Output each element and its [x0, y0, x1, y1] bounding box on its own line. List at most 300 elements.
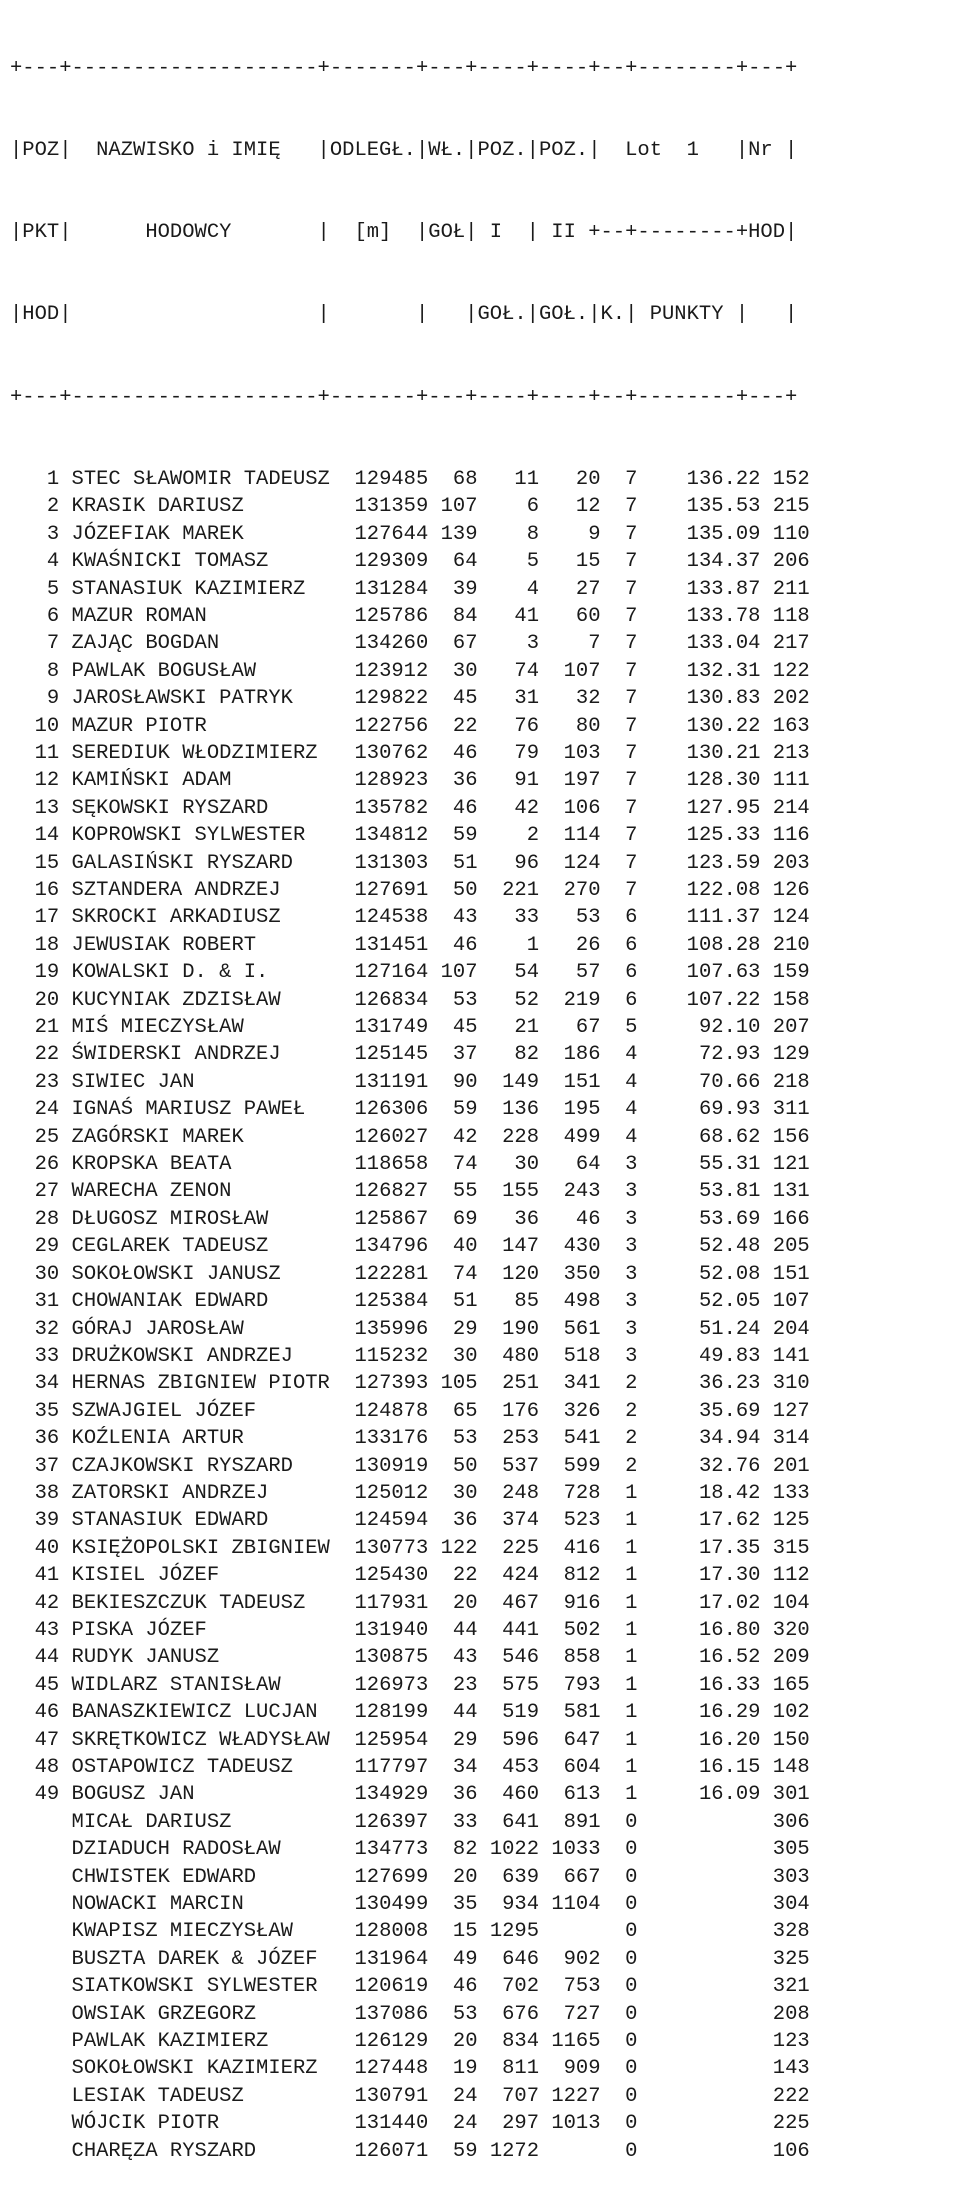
breeder-number-cell: 166: [760, 1207, 810, 1231]
points-cell: [637, 1920, 760, 1943]
table-row: [10, 1069, 810, 1096]
breeder-name-cell: CZAJKOWSKI RYSZARD: [59, 1454, 343, 1478]
second-pigeon-position-cell: [539, 2140, 601, 2163]
distance-cell: 134260: [342, 632, 429, 656]
points-cell: [637, 2003, 760, 2026]
first-pigeon-position-cell: 811: [477, 2057, 540, 2081]
breeder-number-cell: 325: [760, 1947, 810, 1971]
position-cell: 36: [10, 1427, 60, 1451]
points-cell: 135.09: [637, 522, 761, 546]
table-row: [10, 2001, 810, 2028]
breeder-number-cell: 201: [760, 1454, 810, 1478]
points-cell: 53.81: [637, 1180, 761, 1204]
breeder-number-cell: 208: [760, 2002, 810, 2026]
distance-cell: 122281: [342, 1262, 429, 1286]
position-cell: 25: [10, 1125, 60, 1149]
breeder-number-cell: 310: [760, 1372, 810, 1396]
count-cell: 1: [600, 1509, 638, 1533]
position-cell: 26: [10, 1153, 60, 1177]
position-cell: 4: [10, 550, 60, 574]
distance-cell: 126973: [342, 1673, 429, 1697]
points-cell: 107.22: [637, 988, 761, 1012]
second-pigeon-position-cell: 1013: [539, 2112, 601, 2136]
breeder-number-cell: 303: [760, 1865, 810, 1889]
table-header-border-bottom: +---+--------------------+-------+---+----+----+--+--------+---+: [10, 385, 798, 409]
count-cell: 4: [600, 1043, 638, 1067]
breeder-number-cell: 123: [760, 2030, 810, 2054]
pigeons-sent-cell: 20: [428, 1865, 478, 1889]
count-cell: 2: [600, 1372, 638, 1396]
pigeons-sent-cell: 90: [428, 1070, 478, 1094]
count-cell: 1: [600, 1591, 638, 1615]
breeder-number-cell: 131: [760, 1180, 810, 1204]
pigeons-sent-cell: 46: [428, 1975, 478, 1999]
pigeons-sent-cell: 29: [428, 1317, 478, 1341]
pigeons-sent-cell: 43: [428, 1646, 478, 1670]
count-cell: 3: [600, 1317, 638, 1341]
first-pigeon-position-cell: 30: [477, 1153, 540, 1177]
table-row: [10, 493, 810, 520]
position-cell: 34: [10, 1372, 60, 1396]
second-pigeon-position-cell: 350: [539, 1262, 601, 1286]
first-pigeon-position-cell: 21: [477, 1016, 540, 1040]
distance-cell: 130762: [342, 741, 429, 765]
count-cell: 0: [600, 2030, 638, 2054]
distance-cell: 126071: [342, 2139, 429, 2163]
points-cell: [637, 2057, 760, 2080]
first-pigeon-position-cell: 225: [477, 1536, 540, 1560]
breeder-name-cell: SZTANDERA ANDRZEJ: [59, 879, 343, 902]
breeder-number-cell: 225: [760, 2112, 810, 2136]
second-pigeon-position-cell: 812: [539, 1564, 601, 1588]
breeder-number-cell: 129: [760, 1043, 810, 1067]
points-cell: 133.87: [637, 577, 761, 601]
first-pigeon-position-cell: 639: [477, 1865, 540, 1889]
breeder-number-cell: 214: [760, 796, 810, 820]
first-pigeon-position-cell: 3: [477, 632, 540, 656]
table-row: [10, 1754, 810, 1781]
pigeons-sent-cell: 29: [428, 1728, 478, 1752]
breeder-number-cell: 148: [760, 1756, 810, 1779]
table-row: [10, 1946, 810, 1973]
position-cell: 32: [10, 1317, 60, 1341]
table-row: [10, 1398, 810, 1425]
position-cell: 12: [10, 769, 60, 793]
second-pigeon-position-cell: 518: [539, 1344, 601, 1368]
second-pigeon-position-cell: 114: [539, 824, 601, 848]
breeder-number-cell: 126: [760, 879, 810, 902]
distance-cell: 131303: [342, 851, 429, 875]
distance-cell: 127448: [342, 2057, 429, 2081]
count-cell: 7: [600, 604, 638, 628]
first-pigeon-position-cell: 5: [477, 550, 540, 574]
pigeons-sent-cell: 30: [428, 659, 478, 683]
points-cell: 130.21: [637, 741, 761, 765]
first-pigeon-position-cell: 82: [477, 1043, 540, 1067]
first-pigeon-position-cell: 149: [477, 1070, 540, 1094]
points-cell: 133.78: [637, 604, 761, 628]
count-cell: 0: [600, 2112, 638, 2136]
pigeons-sent-cell: 107: [428, 961, 478, 985]
second-pigeon-position-cell: 430: [539, 1235, 601, 1259]
pigeons-sent-cell: 51: [428, 851, 478, 875]
table-row: [10, 1699, 810, 1726]
first-pigeon-position-cell: 31: [477, 687, 540, 711]
pigeons-sent-cell: 19: [428, 2057, 478, 2081]
points-cell: 16.52: [637, 1646, 761, 1670]
pigeons-sent-cell: 45: [428, 1016, 478, 1040]
points-cell: 16.09: [637, 1783, 761, 1807]
breeder-number-cell: 209: [760, 1646, 810, 1670]
pigeons-sent-cell: 59: [428, 2139, 478, 2163]
pigeons-sent-cell: 37: [428, 1043, 478, 1067]
position-cell: 35: [10, 1399, 60, 1423]
points-cell: 128.30: [637, 769, 761, 793]
count-cell: 0: [600, 1920, 638, 1944]
breeder-number-cell: 306: [760, 1810, 810, 1834]
table-row: [10, 1425, 810, 1452]
first-pigeon-position-cell: 228: [477, 1125, 540, 1149]
breeder-name-cell: OWSIAK GRZEGORZ: [59, 2002, 343, 2026]
breeder-number-cell: 211: [760, 577, 810, 601]
breeder-name-cell: KOWALSKI D. & I.: [59, 961, 343, 985]
second-pigeon-position-cell: 523: [539, 1509, 601, 1533]
distance-cell: 124538: [342, 906, 429, 930]
second-pigeon-position-cell: 561: [539, 1317, 601, 1341]
points-cell: 51.24: [637, 1317, 761, 1341]
points-cell: 72.93: [637, 1043, 761, 1067]
breeder-name-cell: SĘKOWSKI RYSZARD: [59, 796, 343, 820]
position-cell: 2: [10, 495, 60, 519]
breeder-name-cell: SOKOŁOWSKI JANUSZ: [59, 1262, 343, 1286]
table-row: [10, 740, 810, 767]
second-pigeon-position-cell: 613: [539, 1783, 601, 1807]
table-row: [10, 1562, 810, 1589]
position-cell: 27: [10, 1180, 60, 1204]
pigeons-sent-cell: 64: [428, 550, 478, 574]
points-cell: 92.10: [637, 1016, 761, 1040]
distance-cell: 134773: [342, 1838, 429, 1862]
points-cell: 34.94: [637, 1427, 761, 1451]
points-cell: [637, 2140, 760, 2163]
distance-cell: 130791: [342, 2084, 429, 2108]
points-cell: 16.20: [637, 1728, 761, 1752]
pigeons-sent-cell: 50: [428, 879, 478, 902]
pigeons-sent-cell: 49: [428, 1947, 478, 1971]
first-pigeon-position-cell: 76: [477, 714, 540, 738]
second-pigeon-position-cell: 416: [539, 1536, 601, 1560]
breeder-name-cell: WARECHA ZENON: [59, 1180, 343, 1204]
distance-cell: 131359: [342, 495, 429, 519]
distance-cell: 127644: [342, 522, 429, 546]
points-cell: 134.37: [637, 550, 761, 574]
distance-cell: 130919: [342, 1454, 429, 1478]
position-cell: 49: [10, 1783, 60, 1807]
position-cell: 40: [10, 1536, 60, 1560]
position-cell: [10, 2140, 59, 2163]
second-pigeon-position-cell: 891: [539, 1810, 601, 1834]
points-cell: 49.83: [637, 1344, 761, 1368]
table-row: [10, 767, 810, 794]
breeder-name-cell: CEGLAREK TADEUSZ: [59, 1235, 343, 1259]
breeder-number-cell: 218: [760, 1070, 810, 1094]
breeder-number-cell: 111: [760, 769, 810, 793]
first-pigeon-position-cell: 41: [477, 604, 540, 628]
breeder-name-cell: WÓJCIK PIOTR: [59, 2112, 343, 2136]
breeder-name-cell: MAZUR ROMAN: [59, 604, 343, 628]
count-cell: 0: [600, 1947, 638, 1971]
pigeons-sent-cell: 22: [428, 1564, 478, 1588]
distance-cell: 131284: [342, 577, 429, 601]
first-pigeon-position-cell: 155: [477, 1180, 540, 1204]
count-cell: 7: [600, 467, 638, 491]
position-cell: [10, 2057, 59, 2080]
first-pigeon-position-cell: 453: [477, 1756, 540, 1779]
first-pigeon-position-cell: 248: [477, 1481, 540, 1505]
position-cell: 30: [10, 1262, 60, 1286]
breeder-name-cell: PAWLAK BOGUSŁAW: [59, 659, 343, 683]
position-cell: 8: [10, 659, 60, 683]
count-cell: 6: [600, 906, 638, 930]
position-cell: 48: [10, 1756, 60, 1779]
distance-cell: 125012: [342, 1481, 429, 1505]
distance-cell: 125145: [342, 1043, 429, 1067]
second-pigeon-position-cell: 124: [539, 851, 601, 875]
count-cell: 7: [600, 824, 638, 848]
first-pigeon-position-cell: 221: [477, 879, 540, 902]
pigeons-sent-cell: 122: [428, 1536, 478, 1560]
distance-cell: 126306: [342, 1098, 429, 1122]
results-table-body: [10, 466, 810, 2165]
distance-cell: 117931: [342, 1591, 429, 1615]
table-row: [10, 1836, 810, 1863]
count-cell: 0: [600, 1810, 638, 1834]
distance-cell: 131964: [342, 1947, 429, 1971]
first-pigeon-position-cell: 251: [477, 1372, 540, 1396]
points-cell: 52.48: [637, 1235, 761, 1259]
breeder-number-cell: 116: [760, 824, 810, 848]
count-cell: 7: [600, 769, 638, 793]
first-pigeon-position-cell: 2: [477, 824, 540, 848]
second-pigeon-position-cell: 647: [539, 1728, 601, 1752]
points-cell: 130.83: [637, 687, 761, 711]
position-cell: 41: [10, 1564, 60, 1588]
table-row: [10, 713, 810, 740]
table-row: [10, 795, 810, 822]
position-cell: 44: [10, 1646, 60, 1670]
second-pigeon-position-cell: 60: [539, 604, 601, 628]
count-cell: 0: [600, 1838, 638, 1862]
breeder-number-cell: 304: [760, 1893, 810, 1917]
first-pigeon-position-cell: 91: [477, 769, 540, 793]
breeder-number-cell: 321: [760, 1975, 810, 1999]
pigeons-sent-cell: 69: [428, 1207, 478, 1231]
position-cell: 3: [10, 522, 60, 546]
points-cell: 17.02: [637, 1591, 761, 1615]
table-row: [10, 932, 810, 959]
table-row: [10, 1288, 810, 1315]
first-pigeon-position-cell: 702: [477, 1975, 540, 1999]
first-pigeon-position-cell: 136: [477, 1098, 540, 1122]
position-cell: [10, 2112, 59, 2135]
points-cell: 133.04: [637, 632, 761, 656]
breeder-name-cell: RUDYK JANUSZ: [59, 1646, 343, 1670]
position-cell: [10, 1948, 59, 1971]
first-pigeon-position-cell: 707: [477, 2084, 540, 2108]
table-row: [10, 850, 810, 877]
count-cell: 4: [600, 1098, 638, 1122]
count-cell: 1: [600, 1756, 638, 1779]
distance-cell: 117797: [342, 1756, 429, 1779]
pigeons-sent-cell: 24: [428, 2084, 478, 2108]
count-cell: 6: [600, 961, 638, 985]
position-cell: 11: [10, 741, 60, 765]
count-cell: 7: [600, 714, 638, 738]
distance-cell: 128923: [342, 769, 429, 793]
pigeons-sent-cell: 45: [428, 687, 478, 711]
distance-cell: 127699: [342, 1865, 429, 1889]
pigeons-sent-cell: 51: [428, 1290, 478, 1314]
first-pigeon-position-cell: 1022: [477, 1838, 540, 1862]
position-cell: 17: [10, 906, 60, 930]
breeder-name-cell: BANASZKIEWICZ LUCJAN: [59, 1701, 343, 1725]
breeder-name-cell: GÓRAJ JAROSŁAW: [59, 1317, 343, 1341]
points-cell: 108.28: [637, 933, 761, 957]
first-pigeon-position-cell: 176: [477, 1399, 540, 1423]
table-row: [10, 2028, 810, 2055]
table-row: [10, 1535, 810, 1562]
breeder-number-cell: 125: [760, 1509, 810, 1533]
first-pigeon-position-cell: 1: [477, 933, 540, 957]
distance-cell: 131940: [342, 1618, 429, 1642]
table-row: [10, 1507, 810, 1534]
table-row: [10, 1316, 810, 1343]
pigeons-sent-cell: 74: [428, 1262, 478, 1286]
pigeons-sent-cell: 24: [428, 2112, 478, 2136]
breeder-number-cell: 315: [760, 1536, 810, 1560]
breeder-name-cell: KAMIŃSKI ADAM: [59, 769, 343, 793]
first-pigeon-position-cell: 575: [477, 1673, 540, 1697]
points-cell: 111.37: [637, 906, 761, 930]
points-cell: 16.80: [637, 1618, 761, 1642]
first-pigeon-position-cell: 8: [477, 522, 540, 546]
table-header-line-1: |POZ| NAZWISKO i IMIĘ |ODLEGŁ.|WŁ.|POZ.|POZ.| Lot 1 |Nr |: [10, 139, 798, 163]
position-cell: [10, 1893, 59, 1916]
second-pigeon-position-cell: 541: [539, 1427, 601, 1451]
points-cell: [637, 1893, 760, 1916]
pigeons-sent-cell: 23: [428, 1673, 478, 1697]
breeder-number-cell: 110: [760, 522, 810, 546]
breeder-name-cell: PAWLAK KAZIMIERZ: [59, 2030, 343, 2054]
breeder-name-cell: ZAJĄC BOGDAN: [59, 632, 343, 656]
second-pigeon-position-cell: 186: [539, 1043, 601, 1067]
distance-cell: 129822: [342, 687, 429, 711]
second-pigeon-position-cell: 57: [539, 961, 601, 985]
pigeons-sent-cell: 39: [428, 577, 478, 601]
second-pigeon-position-cell: 243: [539, 1180, 601, 1204]
breeder-number-cell: 301: [760, 1783, 810, 1807]
second-pigeon-position-cell: 499: [539, 1125, 601, 1149]
distance-cell: 128008: [342, 1920, 429, 1944]
position-cell: 14: [10, 824, 60, 848]
breeder-name-cell: CHOWANIAK EDWARD: [59, 1290, 343, 1314]
pigeons-sent-cell: 43: [428, 906, 478, 930]
breeder-name-cell: DRUŻKOWSKI ANDRZEJ: [59, 1344, 343, 1368]
breeder-name-cell: STEC SŁAWOMIR TADEUSZ: [59, 467, 343, 491]
breeder-name-cell: OSTAPOWICZ TADEUSZ: [59, 1756, 343, 1779]
breeder-number-cell: 205: [760, 1235, 810, 1259]
pigeons-sent-cell: 59: [428, 824, 478, 848]
position-cell: [10, 2030, 59, 2053]
count-cell: 7: [600, 741, 638, 765]
second-pigeon-position-cell: 46: [539, 1207, 601, 1231]
table-row: [10, 576, 810, 603]
pigeons-sent-cell: 33: [428, 1810, 478, 1834]
distance-cell: 135996: [342, 1317, 429, 1341]
points-cell: [637, 1811, 760, 1834]
pigeons-sent-cell: 35: [428, 1893, 478, 1917]
table-row: [10, 1727, 810, 1754]
position-cell: 47: [10, 1728, 60, 1752]
pigeons-sent-cell: 59: [428, 1098, 478, 1122]
points-cell: 107.63: [637, 961, 761, 985]
count-cell: 1: [600, 1701, 638, 1725]
points-cell: 136.22: [637, 467, 761, 491]
breeder-name-cell: SKROCKI ARKADIUSZ: [59, 906, 343, 930]
first-pigeon-position-cell: 33: [477, 906, 540, 930]
second-pigeon-position-cell: 151: [539, 1070, 601, 1094]
breeder-number-cell: 204: [760, 1317, 810, 1341]
position-cell: 22: [10, 1043, 60, 1067]
count-cell: 3: [600, 1207, 638, 1231]
breeder-number-cell: 152: [760, 467, 810, 491]
second-pigeon-position-cell: 12: [539, 495, 601, 519]
pigeons-sent-cell: 65: [428, 1399, 478, 1423]
breeder-name-cell: KROPSKA BEATA: [59, 1153, 343, 1177]
breeder-name-cell: BOGUSZ JAN: [59, 1783, 343, 1807]
points-cell: [637, 1866, 760, 1889]
first-pigeon-position-cell: 4: [477, 577, 540, 601]
breeder-name-cell: SKRĘTKOWICZ WŁADYSŁAW: [59, 1728, 343, 1752]
points-cell: [637, 1948, 760, 1971]
second-pigeon-position-cell: 502: [539, 1618, 601, 1642]
second-pigeon-position-cell: 9: [539, 522, 601, 546]
breeder-number-cell: 107: [760, 1290, 810, 1314]
second-pigeon-position-cell: 7: [539, 632, 601, 656]
count-cell: 1: [600, 1536, 638, 1560]
breeder-number-cell: 118: [760, 604, 810, 628]
pigeons-sent-cell: 44: [428, 1701, 478, 1725]
table-row: [10, 548, 810, 575]
points-cell: 53.69: [637, 1207, 761, 1231]
position-cell: [10, 1811, 59, 1834]
breeder-name-cell: PISKA JÓZEF: [59, 1618, 343, 1642]
pigeons-sent-cell: 36: [428, 1783, 478, 1807]
breeder-name-cell: WIDLARZ STANISŁAW: [59, 1673, 343, 1697]
second-pigeon-position-cell: 195: [539, 1098, 601, 1122]
breeder-number-cell: 213: [760, 741, 810, 765]
pigeons-sent-cell: 15: [428, 1920, 478, 1944]
breeder-name-cell: KOPROWSKI SYLWESTER: [59, 824, 343, 848]
pigeons-sent-cell: 36: [428, 769, 478, 793]
breeder-name-cell: STANASIUK EDWARD: [59, 1509, 343, 1533]
first-pigeon-position-cell: 6: [477, 495, 540, 519]
distance-cell: 134812: [342, 824, 429, 848]
position-cell: 45: [10, 1673, 60, 1697]
breeder-number-cell: 207: [760, 1016, 810, 1040]
first-pigeon-position-cell: 11: [477, 467, 540, 491]
distance-cell: 126827: [342, 1180, 429, 1204]
